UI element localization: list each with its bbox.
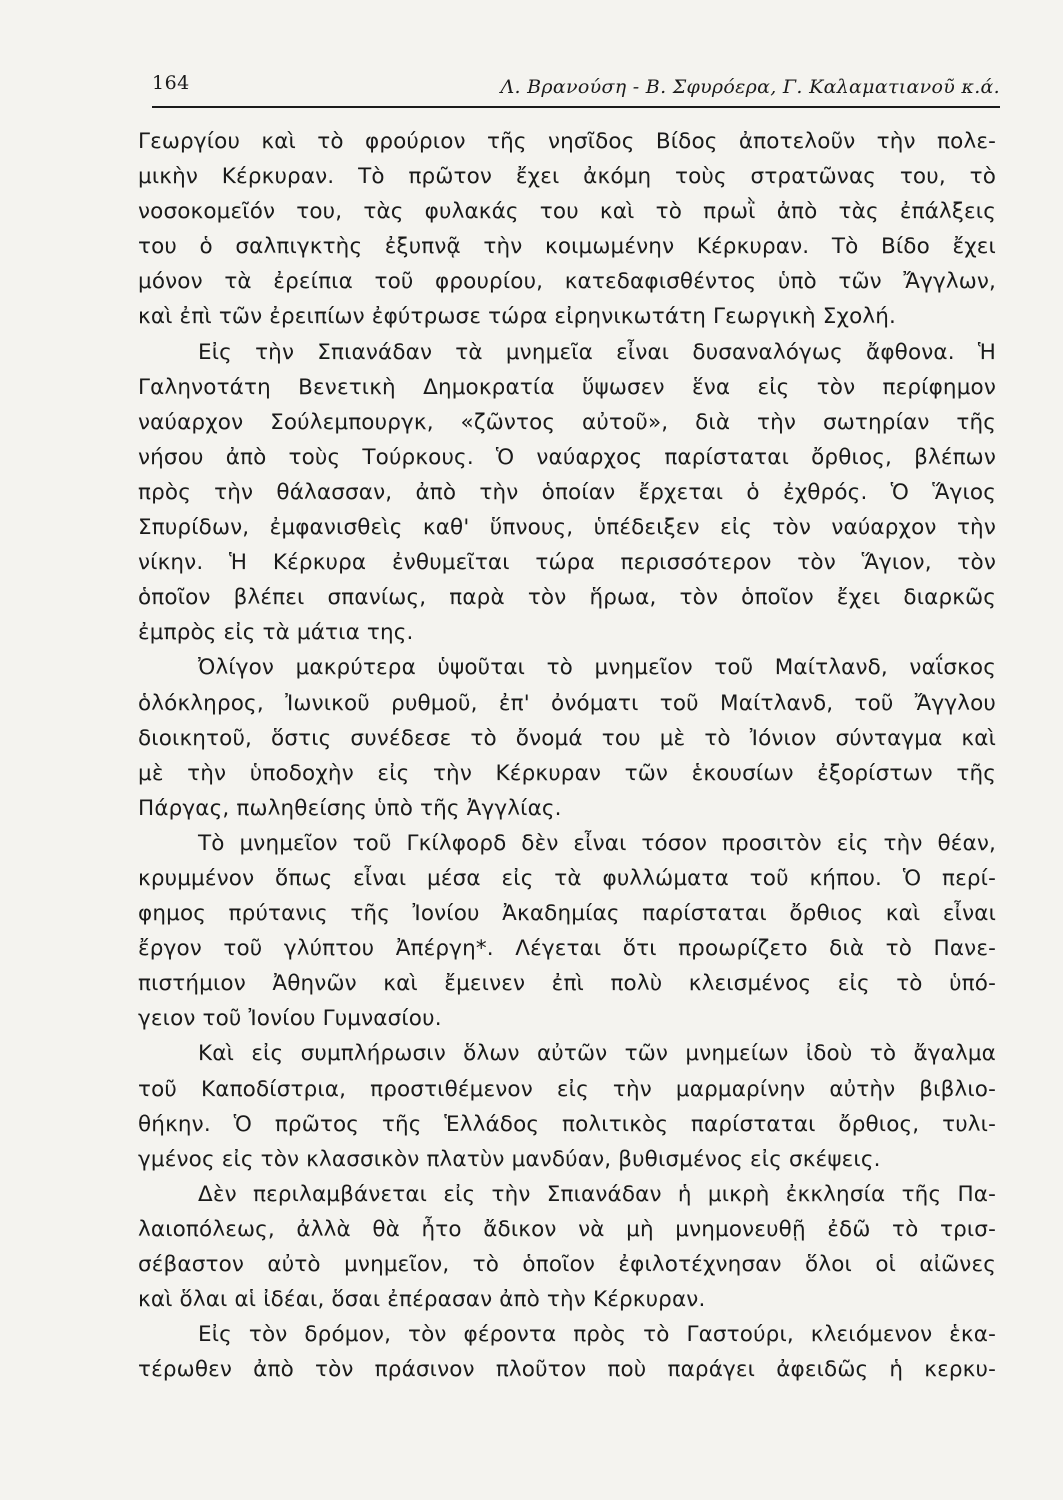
text-line: Ὀλίγον μακρύτερα ὑψοῦται τὸ μνημεῖον τοῦ Μαίτλανδ, ναΐσκος: [198, 655, 996, 681]
text-line: θήκην. Ὁ πρῶτος τῆς Ἑλλάδος πολιτικὸς παρίσταται ὄρθιος, τυλι-: [138, 1111, 996, 1137]
text-line: πιστήμιον Ἀθηνῶν καὶ ἔμεινεν ἐπὶ πολὺ κλεισμένος εἰς τὸ ὑπό-: [138, 971, 996, 997]
text-line: λαιοπόλεως, ἀλλὰ θὰ ἦτο ἄδικον νὰ μὴ μνημονευθῇ ἐδῶ τὸ τρισ-: [138, 1216, 996, 1242]
text-line: τοῦ Καποδίστρια, προστιθέμενον εἰς τὴν μαρμαρίνην αὐτὴν βιβλιο-: [138, 1076, 996, 1102]
text-line: του ὁ σαλπιγκτὴς ἐξυπνᾷ τὴν κοιμωμένην Κέρκυραν. Τὸ Βίδο ἔχει: [138, 234, 996, 260]
text-line: νήσου ἀπὸ τοὺς Τούρκους. Ὁ ναύαρχος παρίσταται ὄρθιος, βλέπων: [138, 444, 996, 470]
text-line: Σπυρίδων, ἐμφανισθεὶς καθ' ὕπνους, ὑπέδειξεν εἰς τὸν ναύαρχον τὴν: [138, 515, 996, 541]
text-line: τέρωθεν ἀπὸ τὸν πράσινον πλοῦτον ποὺ παράγει ἀφειδῶς ἡ κερκυ-: [138, 1357, 996, 1383]
text-line: νίκην. Ἡ Κέρκυρα ἐνθυμεῖται τώρα περισσότερον τὸν Ἅγιον, τὸν: [138, 550, 996, 576]
text-line: Δὲν περιλαμβάνεται εἰς τὴν Σπιανάδαν ἡ μικρὴ ἐκκλησία τῆς Πα-: [198, 1181, 996, 1207]
header-rule: [152, 106, 1000, 108]
text-line: πρὸς τὴν θάλασσαν, ἀπὸ τὴν ὁποίαν ἔρχεται ὁ ἐχθρός. Ὁ Ἅγιος: [138, 479, 996, 505]
text-line: σέβαστον αὐτὸ μνημεῖον, τὸ ὁποῖον ἐφιλοτέχνησαν ὅλοι οἱ αἰῶνες: [138, 1252, 996, 1277]
text-line: ἐμπρὸς εἰς τὰ μάτια της.: [138, 620, 414, 646]
text-line: Τὸ μνημεῖον τοῦ Γκίλφορδ δὲν εἶναι τόσον προσιτὸν εἰς τὴν θέαν,: [198, 830, 996, 856]
text-line: ὁποῖον βλέπει σπανίως, παρὰ τὸν ἥρωα, τὸν ὁποῖον ἔχει διαρκῶς: [138, 585, 996, 611]
text-line: Εἰς τὴν Σπιανάδαν τὰ μνημεῖα εἶναι δυσαναλόγως ἄφθονα. Ἡ: [198, 339, 996, 365]
page-number: 164: [152, 72, 190, 94]
text-line: διοικητοῦ, ὅστις συνέδεσε τὸ ὄνομά του μὲ τὸ Ἰόνιον σύνταγμα καὶ: [138, 725, 996, 751]
text-line: κρυμμένον ὅπως εἶναι μέσα εἰς τὰ φυλλώματα τοῦ κήπου. Ὁ περί-: [138, 865, 996, 891]
text-line: ὁλόκληρος, Ἰωνικοῦ ρυθμοῦ, ἐπ' ὀνόματι τοῦ Μαίτλανδ, τοῦ Ἄγγλου: [138, 690, 996, 716]
text-line: μικὴν Κέρκυραν. Τὸ πρῶτον ἔχει ἀκόμη τοὺς στρατῶνας του, τὸ: [138, 164, 996, 190]
text-line: Γεωργίου καὶ τὸ φρούριον τῆς νησῖδος Βίδος ἀποτελοῦν τὴν πολε-: [138, 129, 996, 154]
text-line: Πάργας, πωληθείσης ὑπὸ τῆς Ἀγγλίας.: [138, 795, 562, 821]
text-line: Γαληνοτάτη Βενετικὴ Δημοκρατία ὕψωσεν ἕνα εἰς τὸν περίφημον: [138, 374, 996, 400]
text-line: Εἰς τὸν δρόμον, τὸν φέροντα πρὸς τὸ Γαστούρι, κλειόμενον ἑκα-: [198, 1322, 996, 1348]
body-text: [138, 124, 996, 1387]
text-line: μὲ τὴν ὑποδοχὴν εἰς τὴν Κέρκυραν τῶν ἑκουσίων ἐξορίστων τῆς: [138, 760, 996, 786]
text-line: καὶ ἐπὶ τῶν ἐρειπίων ἐφύτρωσε τώρα εἰρηνικωτάτη Γεωργικὴ Σχολή.: [138, 304, 897, 330]
text-line: ναύαρχον Σούλεμπουργκ, «ζῶντος αὐτοῦ», διὰ τὴν σωτηρίαν τῆς: [138, 409, 996, 435]
text-line: γειον τοῦ Ἰονίου Γυμνασίου.: [138, 1006, 442, 1032]
text-line: φημος πρύτανις τῆς Ἰονίου Ἀκαδημίας παρίσταται ὄρθιος καὶ εἶναι: [138, 901, 996, 927]
text-line: γμένος εἰς τὸν κλασσικὸν πλατὺν μανδύαν, βυθισμένος εἰς σκέψεις.: [138, 1146, 881, 1172]
text-line: καὶ ὅλαι αἱ ἰδέαι, ὅσαι ἐπέρασαν ἀπὸ τὴν Κέρκυραν.: [138, 1287, 706, 1313]
text-line: ἔργον τοῦ γλύπτου Ἀπέργη*. Λέγεται ὅτι προωρίζετο διὰ τὸ Πανε-: [138, 936, 996, 962]
page-header: [152, 72, 1000, 102]
text-line: Καὶ εἰς συμπλήρωσιν ὅλων αὐτῶν τῶν μνημείων ἰδοὺ τὸ ἄγαλμα: [198, 1041, 996, 1067]
text-line: νοσοκομεῖόν του, τὰς φυλακάς του καὶ τὸ πρωῒ ἀπὸ τὰς ἐπάλξεις: [138, 199, 996, 225]
running-head: Λ. Βρανούση - Β. Σφυρόερα, Γ. Καλαματιανοῦ κ.ά.: [500, 76, 1000, 98]
text-line: μόνον τὰ ἐρείπια τοῦ φρουρίου, κατεδαφισθέντος ὑπὸ τῶν Ἄγγλων,: [138, 269, 996, 295]
